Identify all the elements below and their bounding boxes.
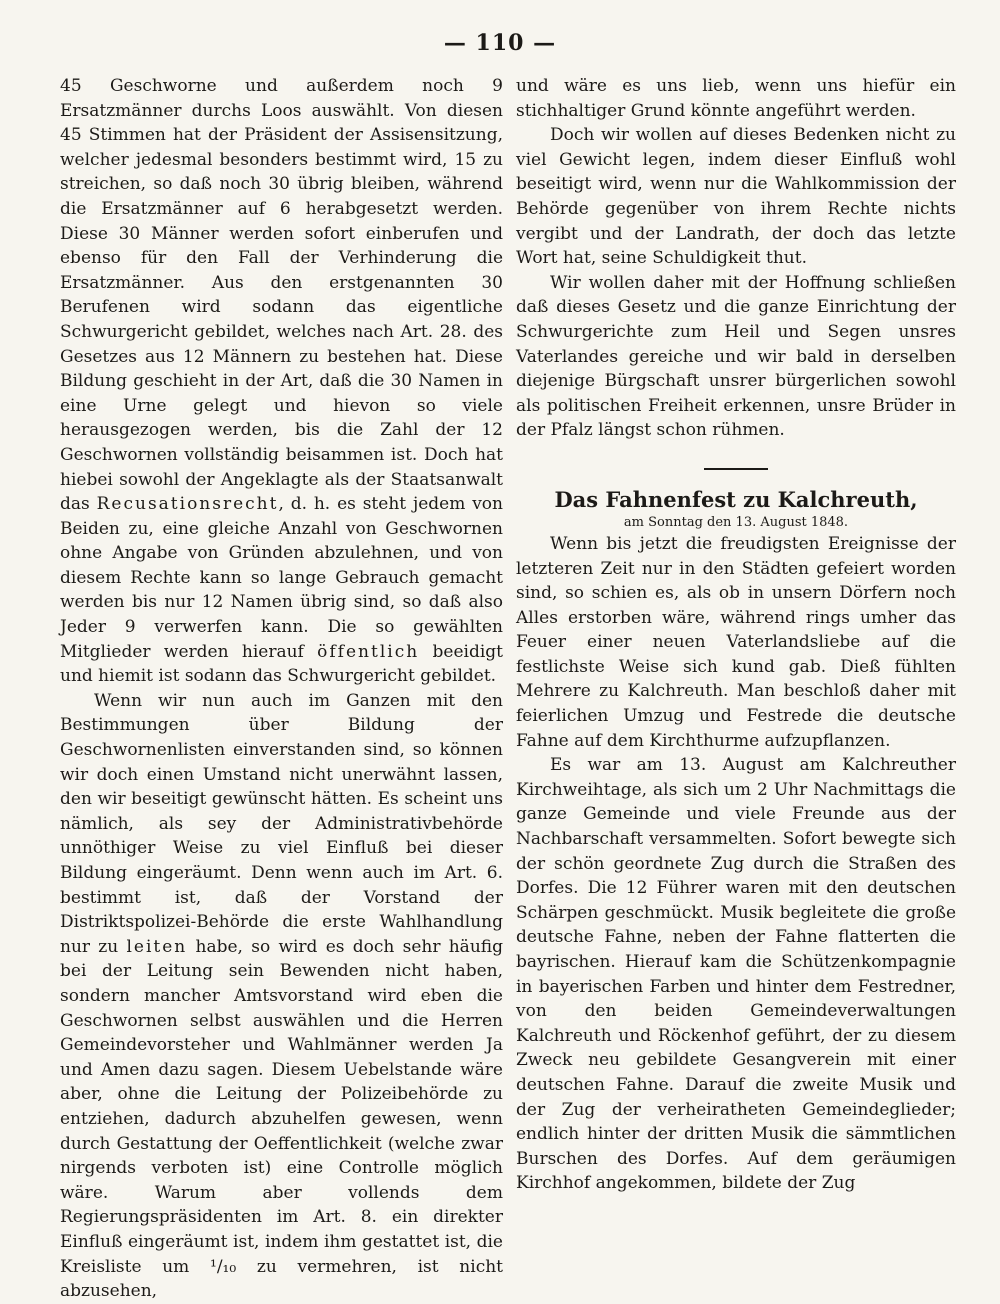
spaced-emphasis: leiten (126, 936, 188, 957)
text-run: habe, so wird es doch sehr häufig bei der Leitung sein Bewenden nicht haben, sondern mancher Amtsvorstand wird eben die Geschwornen selbst auswählen und die Herren Gemeindevorsteher und Wahlmänner werden Ja und Amen dazu sagen. Diesem Uebelstande wäre aber, ohne die Leitung der Polizeibehörde zu entziehen, dadurch abzuhelfen gewesen, wenn durch Gestattung der Oeffentlichkeit (welche zwar nirgends verboten ist) eine Controlle möglich wäre. Warum aber vollends dem Regierungspräsidenten im Art. 8. ein direkter Einfluß eingeräumt ist, indem ihm gestattet ist, die Kreisliste um ¹/₁₀ zu vermehren, ist nicht abzusehen, (60, 936, 503, 1302)
text-run: beeidigt und hiemit ist sodann das Schwurgericht gebildet. (60, 641, 503, 687)
text-run: 45 Geschworne und außerdem noch 9 Ersatzmänner durchs Loos auswählt. Von diesen 45 Stimmen hat der Präsident der Assisensitzung, welcher jedesmal besonders bestimmt wird, 15 zu streichen, so daß noch 30 übrig bleiben, während die Ersatzmänner auf 6 herabgesetzt werden. Diese 30 Männer werden sofort einberufen und ebenso für den Fall der Verhinderung die Ersatzmänner. Aus den erstgenannten 30 Berufenen wird sodann das eigentliche Schwurgericht gebildet, welches nach Art. 28. des Gesetzes aus 12 Männern zu bestehen hat. Diese Bildung geschieht in der Art, daß die 30 Namen in eine Urne gelegt und hievon so viele herausgezogen werden, bis die Zahl der 12 Geschwornen vollständig beisammen ist. Doch hat hiebei sowohl der Angeklagte als der Staatsanwalt das (60, 76, 503, 515)
left-column (60, 74, 503, 1304)
text-run: Wenn wir nun auch im Ganzen mit den Bestimmungen über Bildung der Geschwornenlisten einverstanden sind, so können wir doch einen Umstand nicht unerwähnt lassen, den wir beseitigt gewünscht hätten. Es scheint uns nämlich, als sey der Administrativbehörde unnöthiger Weise zu viel Einfluß bei dieser Bildung eingeräumt. Denn wenn auch im Art. 6. bestimmt ist, daß der Vorstand der Distriktspolizei-Behörde die erste Wahlhandlung nur zu (60, 690, 503, 957)
spaced-emphasis: Recusationsrecht (96, 494, 279, 515)
article-title: Das Fahnenfest zu Kalchreuth, (554, 486, 918, 512)
paragraph-conclusion: Wir wollen daher mit der Hoffnung schließen daß dieses Gesetz und die ganze Einrichtung der Schwurgerichte zum Heil und Segen unsres Vaterlandes gereiche und wir bald in derselben diejenige Bürgschaft unsrer bürgerlichen sowohl als politischen Freiheit erkennen, unsre Brüder in der Pfalz längst schon rühmen. (516, 272, 956, 441)
text-run: , d. h. es steht jedem von Beiden zu, eine gleiche Anzahl von Geschwornen ohne Angabe von Gründen abzulehnen, und von diesem Rechte kann so lange Gebrauch gemacht werden bis nur 12 Namen übrig sind, so daß also Jeder 9 verwerfen kann. Die so gewählten Mitglieder werden hierauf (60, 494, 503, 662)
page-number: — 110 — (443, 30, 557, 56)
section-divider (704, 468, 768, 470)
paragraph-festival-procession: Es war am 13. August am Kalchreuther Kirchweihtage, als sich um 2 Uhr Nachmittags die ganze Gemeinde und viele Freunde aus der Nachbarschaft versammelten. Sofort bewegte sich der schön geordnete Zug durch die Straßen des Dorfes. Die 12 Führer waren mit den deutschen Schärpen geschmückt. Musik begleitete die große deutsche Fahne, neben der Fahne flatterten die bayrischen. Hierauf kam die Schützenkompagnie in bayerischen Farben und hinter dem Festredner, von den beiden Gemeindeverwaltungen Kalchreuth und Röckenhof geführt, der zu diesem Zweck neu gebildete Gesangverein mit einer deutschen Fahne. Darauf die zweite Musik und der Zug der verheiratheten Gemeindeglieder; endlich hinter der dritten Musik die sämmtlichen Burschen des Dorfes. Auf dem geräumigen Kirchhof angekommen, bildete der Zug (516, 755, 956, 1194)
paragraph-continuation: und wäre es uns lieb, wenn uns hiefür ein stichhaltiger Grund könnte angeführt werden. (516, 76, 956, 121)
paragraph-administrative-influence (60, 689, 503, 1304)
paragraph-festival-intro: Wenn bis jetzt die freudigsten Ereignisse der letzteren Zeit nur in den Städten gefeiert worden sind, so schien es, als ob in unsern Dörfern noch Alles erstorben wäre, während rings umher das Feuer einer neuen Vaterlandsliebe auf die festlichste Weise sich kund gab. Dieß fühlten Mehrere zu Kalchreuth. Man beschloß daher mit feierlichen Umzug und Festrede die deutsche Fahne auf dem Kirchthurme aufzupflanzen. (516, 533, 956, 751)
spaced-emphasis: öffentlich (317, 641, 420, 662)
paragraph-jury-selection (60, 74, 503, 689)
paragraph-concern: Doch wir wollen auf dieses Bedenken nicht zu viel Gewicht legen, indem dieser Einfluß wohl beseitigt wird, wenn nur die Wahlkommission der Behörde gegenüber von ihrem Rechte nichts vergibt und der Landrath, der doch das letzte Wort hat, seine Schuldigkeit thut. (516, 125, 956, 269)
right-column (516, 74, 956, 1196)
article-subtitle: am Sonntag den 13. August 1848. (623, 514, 849, 530)
